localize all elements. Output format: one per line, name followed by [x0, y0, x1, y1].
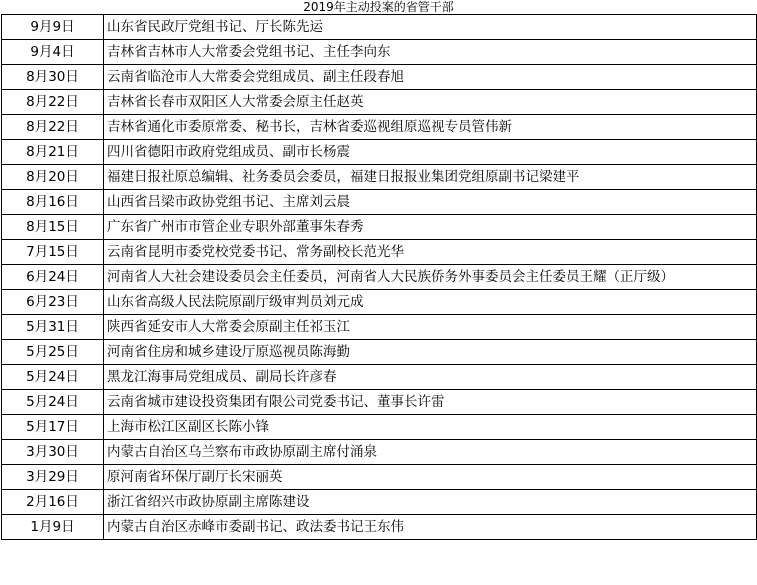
cadre-description-cell: 广东省广州市市管企业专职外部董事朱春秀 — [104, 215, 757, 240]
date-cell: 8月16日 — [2, 190, 104, 215]
table-row — [2, 465, 757, 490]
date-cell: 8月30日 — [2, 65, 104, 90]
table-row — [2, 190, 757, 215]
table-body — [2, 15, 757, 540]
table-row — [2, 90, 757, 115]
cadre-description-cell: 河南省住房和城乡建设厅原巡视员陈海勤 — [104, 340, 757, 365]
table-row — [2, 490, 757, 515]
date-cell: 8月20日 — [2, 165, 104, 190]
table-row — [2, 315, 757, 340]
cadre-description-cell: 吉林省通化市委原常委、秘书长，吉林省委巡视组原巡视专员管伟新 — [104, 115, 757, 140]
date-cell: 2月16日 — [2, 490, 104, 515]
cadre-description-cell: 吉林省长春市双阳区人大常委会原主任赵英 — [104, 90, 757, 115]
cadre-description-cell: 山东省高级人民法院原副厅级审判员刘元成 — [104, 290, 757, 315]
table-row — [2, 515, 757, 540]
table-row — [2, 415, 757, 440]
table-row — [2, 215, 757, 240]
cadre-description-cell: 内蒙古自治区乌兰察布市政协原副主席付涌泉 — [104, 440, 757, 465]
date-cell: 8月15日 — [2, 215, 104, 240]
table-row — [2, 240, 757, 265]
date-cell: 6月24日 — [2, 265, 104, 290]
table-row — [2, 165, 757, 190]
cadre-description-cell: 福建日报社原总编辑、社务委员会委员，福建日报报业集团党组原副书记梁建平 — [104, 165, 757, 190]
cadre-description-cell: 内蒙古自治区赤峰市委副书记、政法委书记王东伟 — [104, 515, 757, 540]
table-row — [2, 115, 757, 140]
date-cell: 8月22日 — [2, 90, 104, 115]
cadre-description-cell: 原河南省环保厅副厅长宋丽英 — [104, 465, 757, 490]
cadre-description-cell: 山东省民政厅党组书记、厅长陈先运 — [104, 15, 757, 40]
table-row — [2, 390, 757, 415]
table-row — [2, 365, 757, 390]
cadre-description-cell: 云南省昆明市委党校党委书记、常务副校长范光华 — [104, 240, 757, 265]
cadre-description-cell: 四川省德阳市政府党组成员、副市长杨震 — [104, 140, 757, 165]
date-cell: 5月31日 — [2, 315, 104, 340]
table-row — [2, 265, 757, 290]
date-cell: 1月9日 — [2, 515, 104, 540]
table-row — [2, 140, 757, 165]
table-row — [2, 40, 757, 65]
date-cell: 8月22日 — [2, 115, 104, 140]
date-cell: 5月24日 — [2, 365, 104, 390]
table-row — [2, 15, 757, 40]
cadre-table — [1, 14, 757, 540]
cadre-description-cell: 陕西省延安市人大常委会原副主任祁玉江 — [104, 315, 757, 340]
date-cell: 5月25日 — [2, 340, 104, 365]
table-row — [2, 65, 757, 90]
date-cell: 5月17日 — [2, 415, 104, 440]
cadre-description-cell: 上海市松江区副区长陈小锋 — [104, 415, 757, 440]
date-cell: 5月24日 — [2, 390, 104, 415]
page-title: 2019年主动投案的省管干部 — [303, 0, 454, 14]
date-cell: 7月15日 — [2, 240, 104, 265]
date-cell: 9月9日 — [2, 15, 104, 40]
date-cell: 6月23日 — [2, 290, 104, 315]
date-cell: 3月30日 — [2, 440, 104, 465]
table-row — [2, 290, 757, 315]
cadre-description-cell: 山西省吕梁市政协党组书记、主席刘云晨 — [104, 190, 757, 215]
cadre-description-cell: 河南省人大社会建设委员会主任委员，河南省人大民族侨务外事委员会主任委员王耀（正厅级） — [104, 265, 757, 290]
cadre-description-cell: 吉林省吉林市人大常委会党组书记、主任李向东 — [104, 40, 757, 65]
table-row — [2, 440, 757, 465]
cadre-description-cell: 云南省临沧市人大常委会党组成员、副主任段春旭 — [104, 65, 757, 90]
cadre-description-cell: 黑龙江海事局党组成员、副局长许彦春 — [104, 365, 757, 390]
cadre-description-cell: 云南省城市建设投资集团有限公司党委书记、董事长许雷 — [104, 390, 757, 415]
date-cell: 3月29日 — [2, 465, 104, 490]
date-cell: 9月4日 — [2, 40, 104, 65]
cadre-description-cell: 浙江省绍兴市政协原副主席陈建设 — [104, 490, 757, 515]
date-cell: 8月21日 — [2, 140, 104, 165]
table-row — [2, 340, 757, 365]
